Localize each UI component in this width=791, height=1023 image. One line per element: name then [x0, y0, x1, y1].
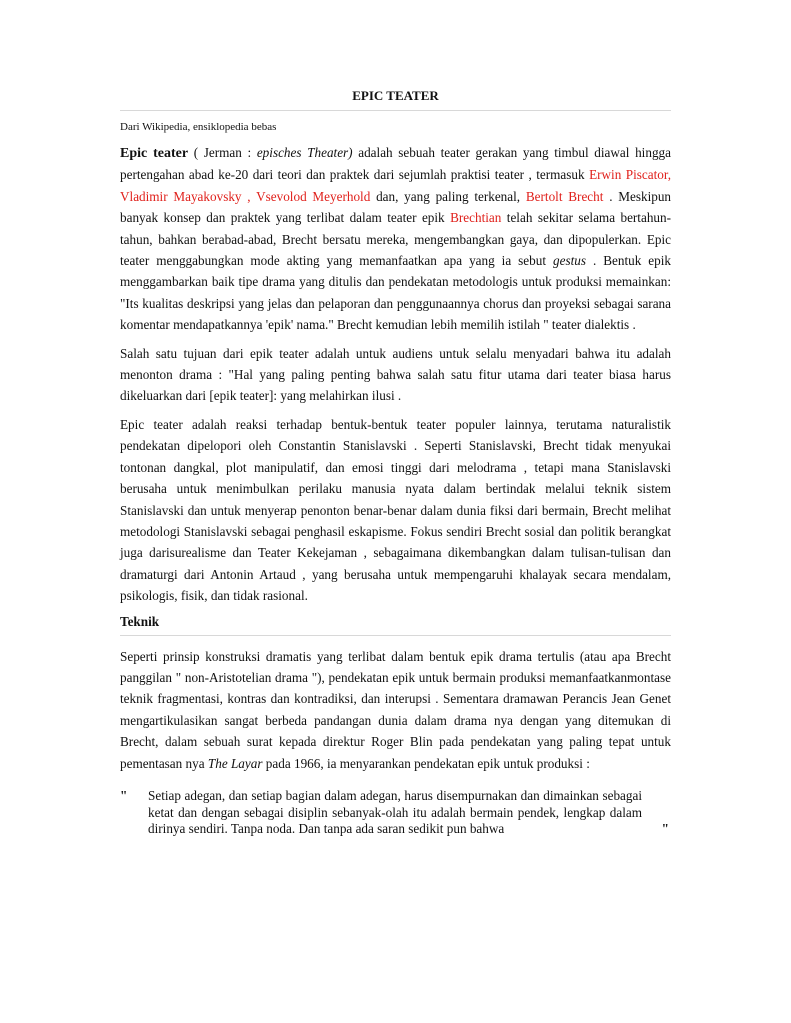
link-bertolt-brecht[interactable]: Bertolt Brecht: [525, 188, 604, 204]
blockquote: [120, 788, 671, 838]
link-brechtian[interactable]: Brechtian: [450, 210, 502, 226]
section-heading-teknik: Teknik: [120, 614, 671, 636]
quote-close-mark: ": [661, 821, 669, 837]
page-subtitle: Dari Wikipedia, ensiklopedia bebas: [120, 121, 277, 133]
article: [120, 88, 671, 838]
paragraph-intro: Epic teater ( Jerman : episches Theater) adalah sebuah teater gerakan yang timbul diawal hingga pertengahan abad ke-20 dari teori dan praktek dari sejumlah praktisi teater , termasuk Erwin Piscator, Vladimir Mayakovsky , Vsevolod Meyerhold dan, yang paling terkenal, Bertolt Brecht . Meskipun banyak konsep dan praktek yang terlibat dalam teater epik Brechtian telah sekitar selama bertahun-tahun, bahkan berabad-abad, Brecht bersatu mereka, mengembangkan gaya, dan dipopulerkan. Epic teater menggabungkan mode akting yang memanfaatkan apa yang ia sebut gestus . Bentuk epik menggambarkan baik tipe drama yang ditulis dan pendekatan metodologis untuk produksi memainkan: "Its kualitas deskripsi yang jelas dan pelaporan dan penggunaannya chorus dan proyeksi sebagai sarana komentar mendapatkannya 'epik' nama." Brecht kemudian lebih memilih istilah " teater dialektis .: [120, 145, 672, 333]
paragraph-teknik: Seperti prinsip konstruksi dramatis yang terlibat dalam bentuk epik drama tertulis (atau apa Brecht panggilan " non-Aristotelian drama "), pendekatan epik untuk bermain produksi memanfaatkanmontase teknik fragmentasi, kontras dan kontradiksi, dan interupsi . Sementara dramawan Perancis Jean Genet mengartikulasikan sangat berbeda pandangan dunia dalam drama nya dengan yang ditemukan di Brecht, dalam sebuah surat kepada direktur Roger Blin pada pendekatan yang paling tepat untuk pementasan nya The Layar pada 1966, ia menyarankan pendekatan epik untuk produksi :: [120, 648, 671, 771]
paragraph-reaction: Epic teater adalah reaksi terhadap bentuk-bentuk teater populer lainnya, terutama naturalistik pendekatan dipelopori oleh Constantin Stanislavski . Seperti Stanislavski, Brecht tidak menyukai tontonan dangkal, plot manipulatif, dan emosi tinggi dari melodrama , tetapi mana Stanislavski berusaha untuk menimbulkan perilaku manusia nyata dalam bertindak melalui teknik sistem Stanislavski dan untuk menyerap penonton benar-benar dalam dunia fiksi dari bermain, Brecht melihat metodologi Stanislavski sebagai penghasil eskapisme. Fokus sendiri Brecht sosial dan politik berangkat juga darisurealisme dan Teater Kekejaman , sebagaimana dikembangkan dalam tulisan-tulisan dan dramaturgi dari Antonin Artaud , yang berusaha untuk mempengaruhi khalayak secara mendalam, psikologis, fisik, dan tidak rasional.: [120, 416, 671, 604]
link-practitioners[interactable]: Erwin Piscator, Vladimir Mayakovsky , Vsevolod Meyerhold: [120, 167, 671, 204]
page-title: EPIC TEATER: [120, 88, 671, 111]
italic-the-layar: The Layar: [207, 755, 263, 771]
italic-gestus: gestus: [553, 253, 586, 269]
italic-term: episches Theater): [256, 145, 353, 160]
paragraph-goal: Salah satu tujuan dari epik teater adalah untuk audiens untuk selalu menyadari bahwa itu adalah menonton drama : "Hal yang paling penting bahwa salah satu fitur utama dari teater biasa harus dikeluarkan dari [epik teater]: yang melahirkan ilusi .: [120, 345, 671, 404]
lead-term: Epic teater: [120, 146, 189, 161]
quote-text: Setiap adegan, dan setiap bagian dalam adegan, harus disempurnakan dan dimainkan sebagai ketat dan dengan sebagai disiplin sebanyak-olah itu adalah bermain pendek, lengkap dalam dirinya sendiri. Tanpa noda. Dan tanpa ada saran sedikit pun bahwa: [148, 787, 642, 837]
quote-open-mark: ": [120, 787, 128, 803]
